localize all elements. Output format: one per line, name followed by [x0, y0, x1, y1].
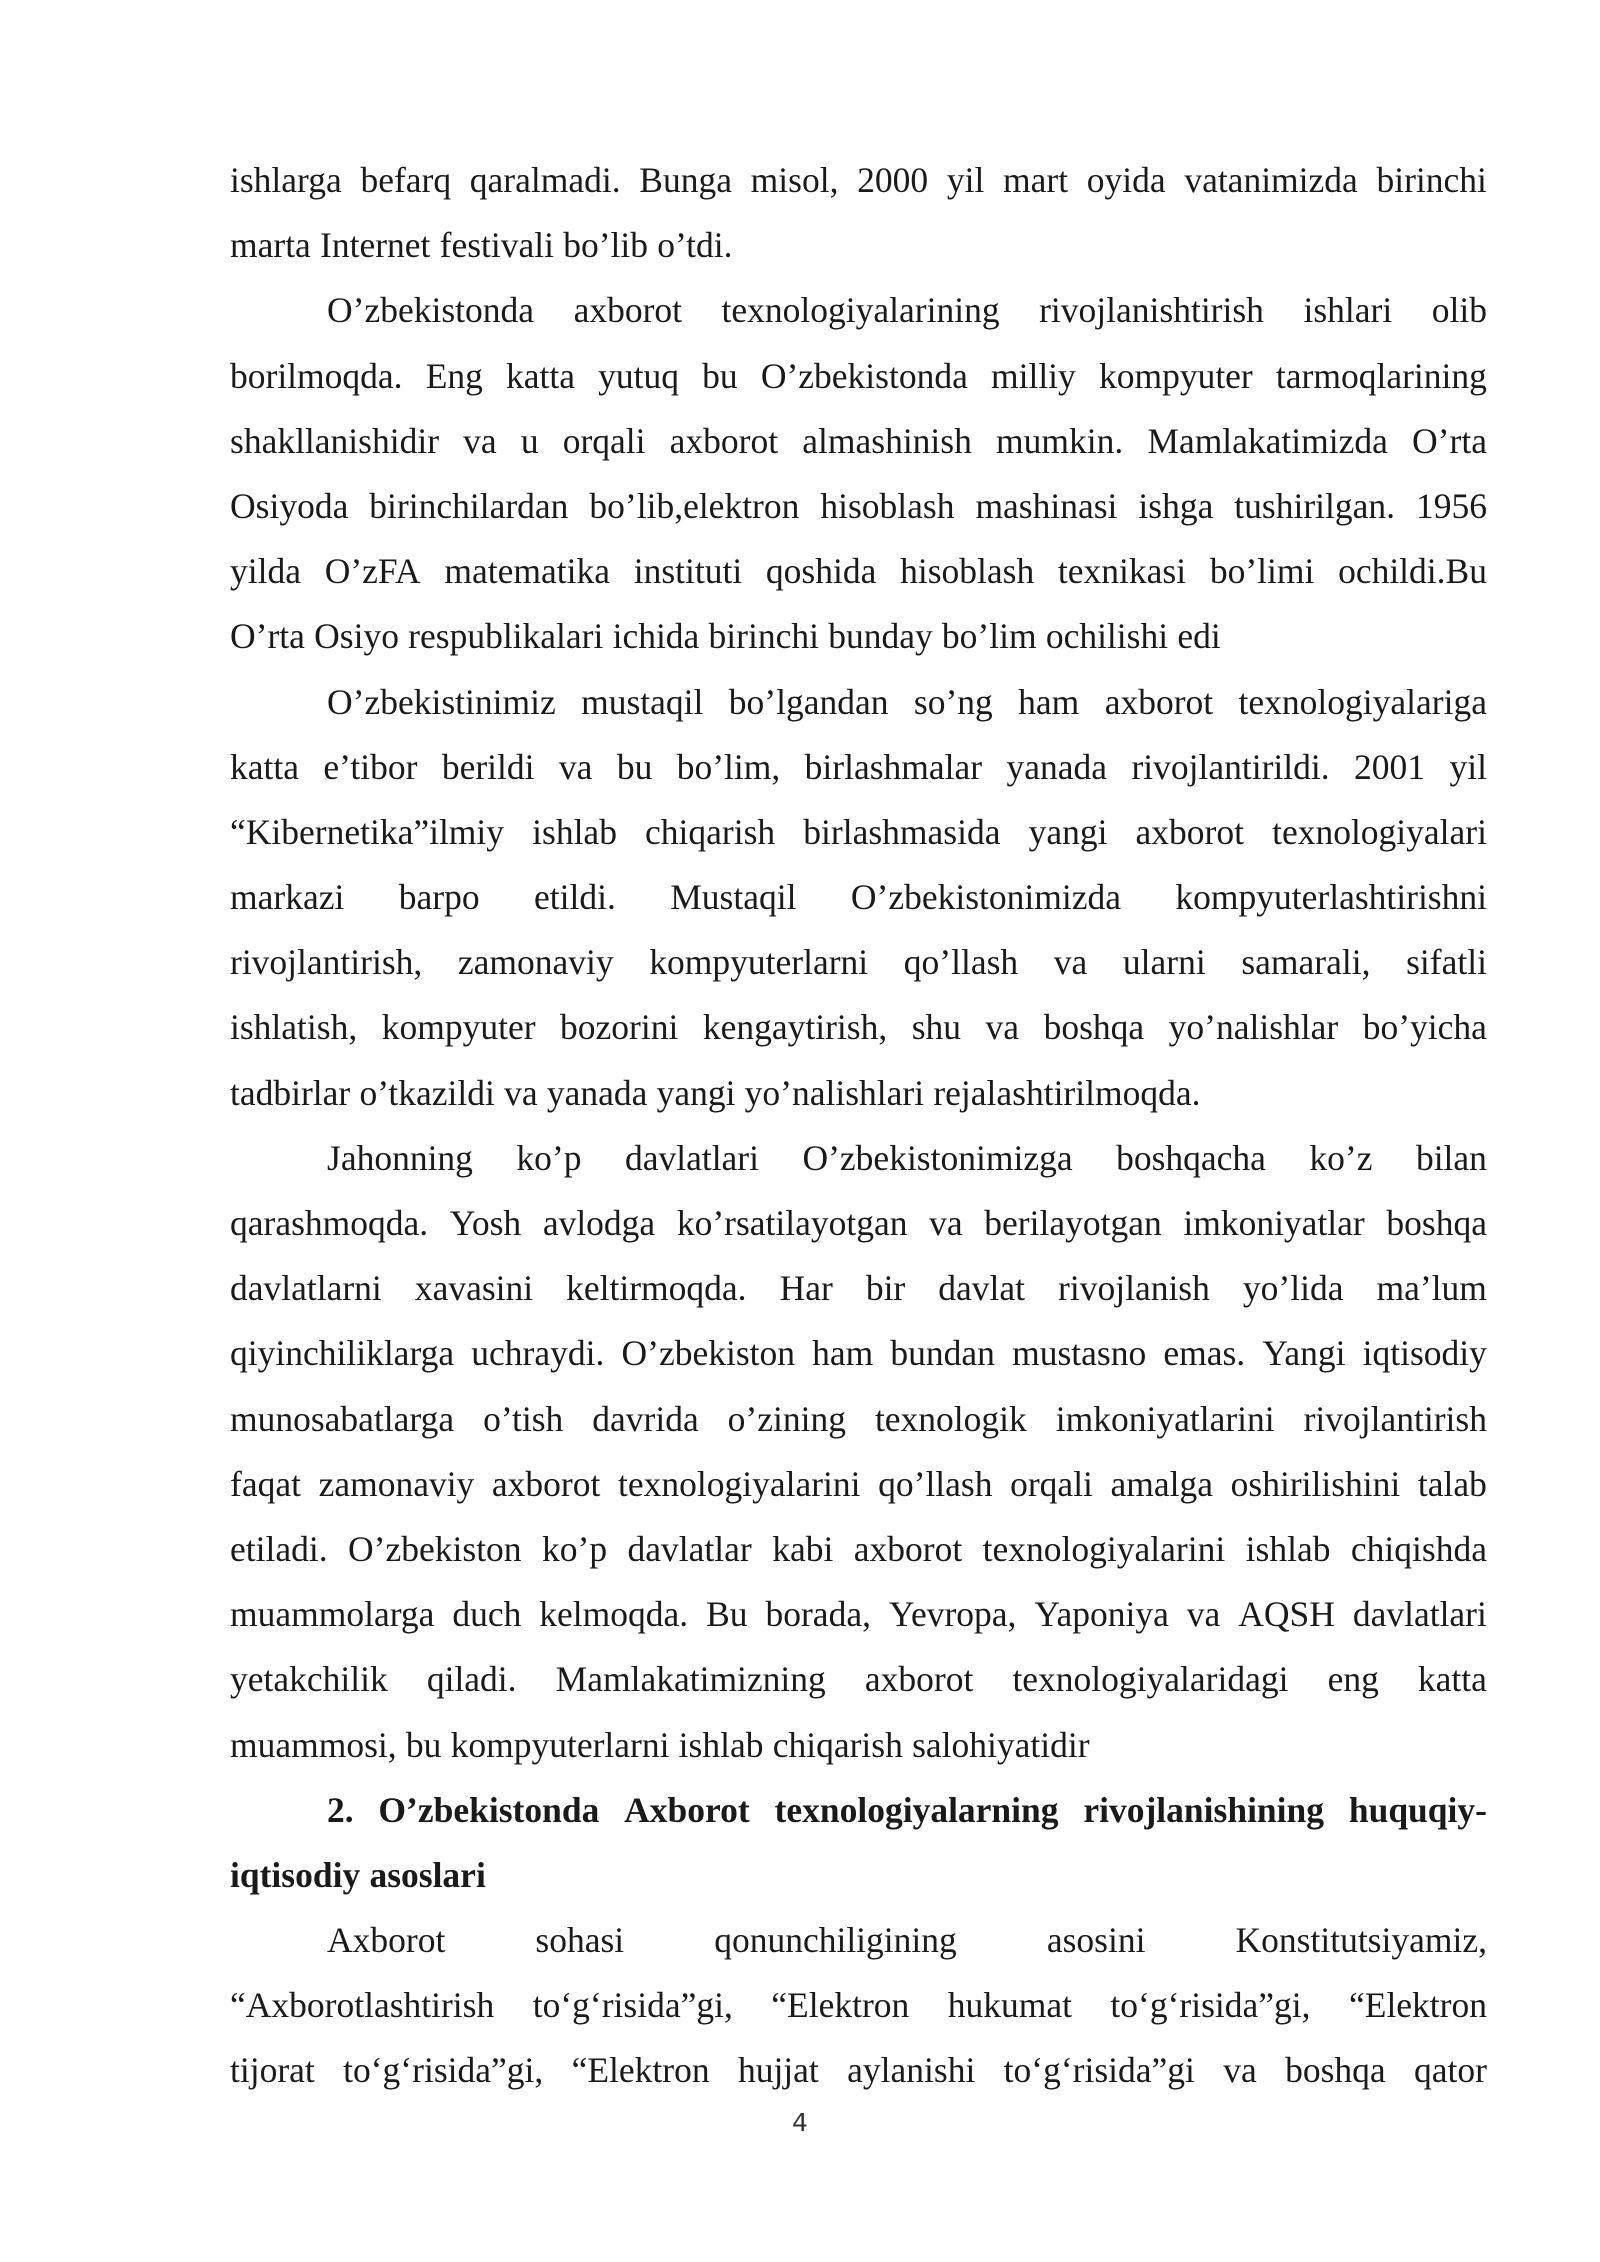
- text-line: marta Internet festivali bo’lib o’tdi.: [230, 225, 733, 266]
- text-line: Osiyoda birinchilardan bo’lib,elektron hisoblash mashinasi ishga tushirilgan. 1956: [230, 485, 1487, 526]
- text-line: qiyinchiliklarga uchraydi. O’zbekiston ham bundan mustasno emas. Yangi iqtisodiy: [230, 1333, 1487, 1374]
- text-line: markazi barpo etildi. Mustaqil O’zbekistonimizda kompyuterlashtirishni: [230, 877, 1487, 918]
- text-line: O’zbekistonda axborot texnologiyalarining rivojlanishtirish ishlari olib: [327, 290, 1487, 331]
- text-line: tadbirlar o’tkazildi va yanada yangi yo’nalishlari rejalashtirilmoqda.: [230, 1072, 1201, 1113]
- text-line: muammosi, bu kompyuterlarni ishlab chiqarish salohiyatidir: [230, 1724, 1090, 1765]
- text-line: etiladi. O’zbekiston ko’p davlatlar kabi axborot texnologiyalarini ishlab chiqishda: [230, 1528, 1487, 1569]
- text-line: O’rta Osiyo respublikalari ichida birinchi bunday bo’lim ochilishi edi: [230, 616, 1221, 657]
- text-line: davlatlarni xavasini keltirmoqda. Har bir davlat rivojlanish yo’lida ma’lum: [230, 1268, 1487, 1309]
- text-line: “Axborotlashtirish to‘g‘risida”gi, “Elektron hukumat to‘g‘risida”gi, “Elektron: [230, 1985, 1487, 2026]
- text-line: borilmoqda. Eng katta yutuq bu O’zbekistonda milliy kompyuter tarmoqlarining: [230, 355, 1487, 396]
- paragraph: [230, 278, 1487, 669]
- text-line: yilda O’zFA matematika instituti qoshida hisoblash texnikasi bo’limi ochildi.Bu: [230, 551, 1487, 592]
- paragraph: [230, 148, 1487, 278]
- text-line: “Kibernetika”ilmiy ishlab chiqarish birlashmasida yangi axborot texnologiyalari: [230, 811, 1487, 852]
- paragraph: [230, 670, 1487, 1126]
- text-line: ishlarga befarq qaralmadi. Bunga misol, 2000 yil mart oyida vatanimizda birinchi: [230, 160, 1487, 200]
- text-line: Axborot sohasi qonunchiligining asosini Konstitutsiyamiz,: [327, 1920, 1487, 1961]
- text-line: 2. O’zbekistonda Axborot texnologiyalarning rivojlanishining huquqiy-: [327, 1789, 1487, 1830]
- text-line: qarashmoqda. Yosh avlodga ko’rsatilayotgan va berilayotgan imkoniyatlar boshqa: [230, 1203, 1487, 1243]
- text-line: shakllanishidir va u orqali axborot almashinish mumkin. Mamlakatimizda O’rta: [230, 420, 1487, 461]
- document-body: [230, 148, 1487, 2104]
- section-heading: [230, 1778, 1487, 1908]
- text-line: iqtisodiy asoslari: [230, 1854, 486, 1895]
- page-number: 4: [792, 2108, 808, 2137]
- text-line: O’zbekistinimiz mustaqil bo’lgandan so’ng ham axborot texnologiyalariga: [327, 681, 1487, 722]
- text-line: rivojlantirish, zamonaviy kompyuterlarni qo’llash va ularni samarali, sifatli: [230, 942, 1487, 983]
- paragraph: [230, 1908, 1487, 2104]
- text-line: munosabatlarga o’tish davrida o’zining texnologik imkoniyatlarini rivojlantirish: [230, 1398, 1487, 1439]
- text-line: faqat zamonaviy axborot texnologiyalarini qo’llash orqali amalga oshirilishini talab: [230, 1463, 1487, 1504]
- text-line: yetakchilik qiladi. Mamlakatimizning axborot texnologiyalaridagi eng katta: [230, 1659, 1487, 1700]
- text-line: katta e’tibor berildi va bu bo’lim, birlashmalar yanada rivojlantirildi. 2001 yil: [230, 746, 1487, 787]
- paragraph: [230, 1126, 1487, 1778]
- text-line: tijorat to‘g‘risida”gi, “Elektron hujjat aylanishi to‘g‘risida”gi va boshqa qator: [230, 2050, 1487, 2091]
- text-line: Jahonning ko’p davlatlari O’zbekistonimizga boshqacha ko’z bilan: [327, 1137, 1487, 1178]
- text-line: ishlatish, kompyuter bozorini kengaytirish, shu va boshqa yo’nalishlar bo’yicha: [230, 1007, 1487, 1048]
- text-line: muammolarga duch kelmoqda. Bu borada, Yevropa, Yaponiya va AQSH davlatlari: [230, 1594, 1487, 1635]
